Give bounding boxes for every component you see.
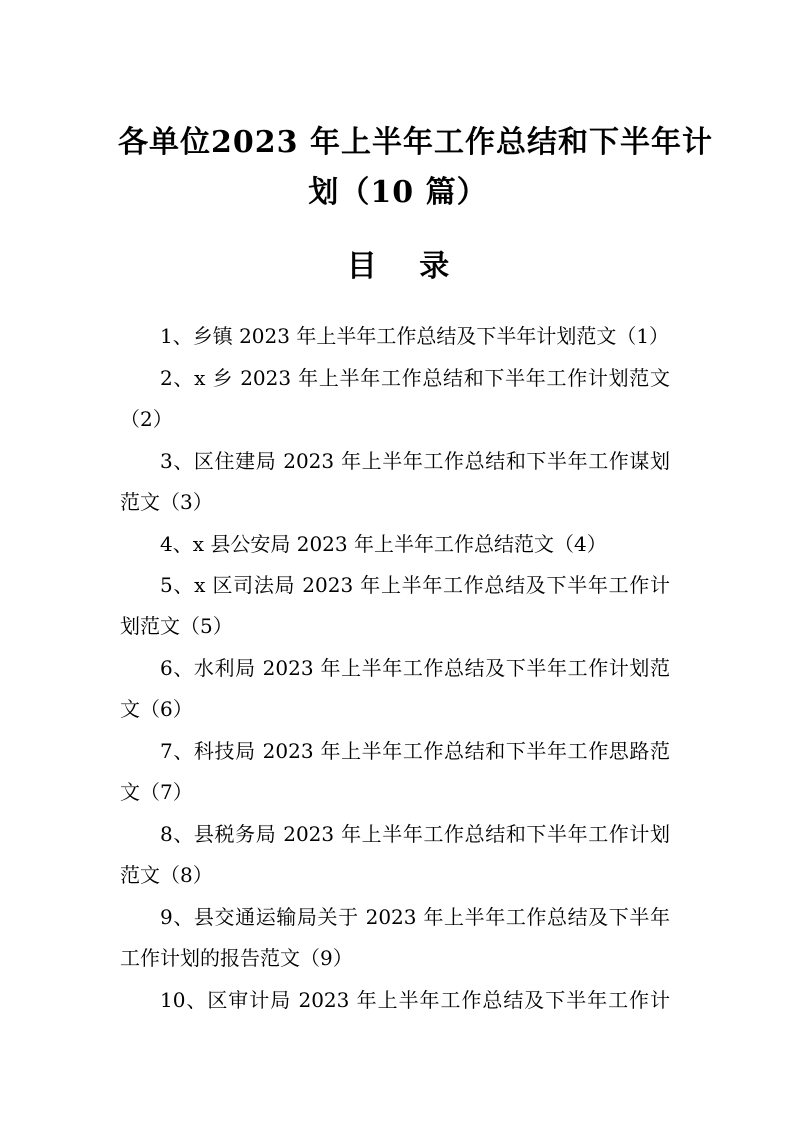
toc-entry-1[interactable]: 1、乡镇 2023 年上半年工作总结及下半年计划范文（1） — [160, 324, 670, 348]
toc-entry-4[interactable]: 4、x 县公安局 2023 年上半年工作总结范文（4） — [160, 532, 607, 556]
toc-entry-6-continued[interactable]: 文（6） — [120, 697, 193, 721]
toc-entry-9-continued[interactable]: 工作计划的报告范文（9） — [120, 946, 353, 970]
toc-entry-8[interactable]: 8、县税务局 2023 年上半年工作总结和下半年工作计划 — [160, 822, 670, 846]
toc-entry-6[interactable]: 6、水利局 2023 年上半年工作总结及下半年工作计划范 — [160, 656, 670, 680]
document-title-line-2: 划（10 篇） — [308, 175, 488, 210]
toc-entry-2-continued[interactable]: （2） — [120, 407, 173, 431]
toc-entry-2[interactable]: 2、x 乡 2023 年上半年工作总结和下半年工作计划范文 — [160, 366, 670, 390]
toc-entry-9[interactable]: 9、县交通运输局关于 2023 年上半年工作总结及下半年 — [160, 905, 670, 929]
toc-entry-8-continued[interactable]: 范文（8） — [120, 863, 213, 887]
toc-entry-7[interactable]: 7、科技局 2023 年上半年工作总结和下半年工作思路范 — [160, 739, 670, 763]
toc-heading: 目 录 — [346, 249, 466, 284]
toc-entry-5[interactable]: 5、x 区司法局 2023 年上半年工作总结及下半年工作计 — [160, 573, 670, 597]
toc-entry-3[interactable]: 3、区住建局 2023 年上半年工作总结和下半年工作谋划 — [160, 449, 670, 473]
toc-entry-5-continued[interactable]: 划范文（5） — [120, 614, 233, 638]
toc-entry-3-continued[interactable]: 范文（3） — [120, 490, 213, 514]
toc-entry-10[interactable]: 10、区审计局 2023 年上半年工作总结及下半年工作计 — [160, 988, 670, 1012]
document-title-line-1: 各单位2023 年上半年工作总结和下半年计 — [118, 125, 713, 160]
toc-entry-7-continued[interactable]: 文（7） — [120, 780, 193, 804]
